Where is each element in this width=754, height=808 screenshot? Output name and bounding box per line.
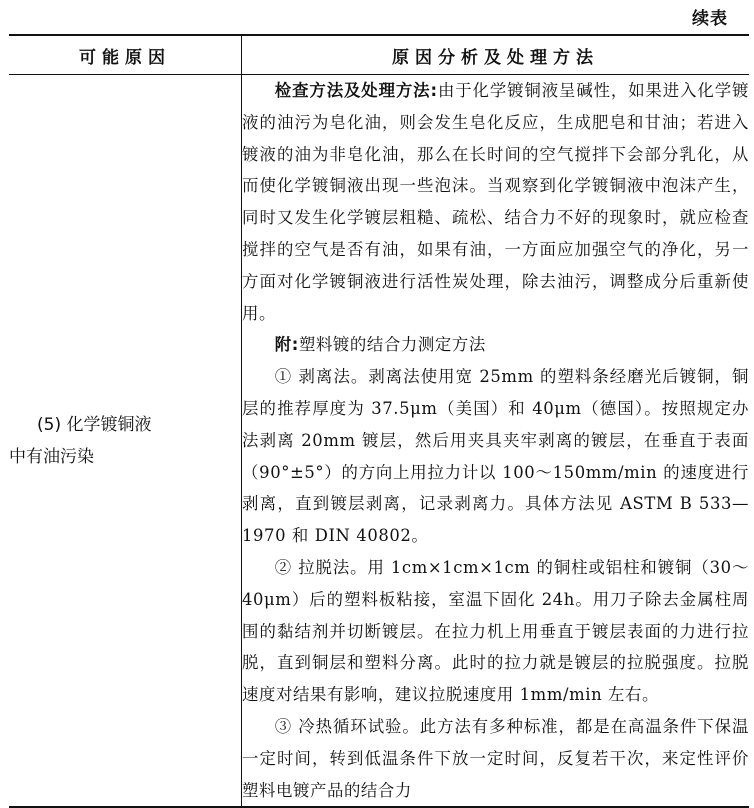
appendix-paragraph — [242, 329, 749, 361]
header-analysis: 原因分析及处理方法 — [242, 35, 750, 75]
check-text: 由于化学镀铜液呈碱性，如果进入化学镀液的油污为皂化油，则会发生皂化反应，生成肥皂和甘油；若进入镀液的油为非皂化油，那么在长时间的空气搅拌下会部分乳化，从而使化学镀铜液出现一些泡沫。当观察到化学镀铜液中泡沫产生，同时又发生化学镀层粗糙、疏松、结合力不好的现象时，就应检查搅拌的空气是否有油，如果有油，一方面应加强空气的净化，另一方面对化学镀铜液进行活性炭处理，除去油污，调整成分后重新使用。 — [242, 81, 749, 323]
cause-line-2: 中有油污染 — [9, 446, 94, 467]
cause-cell — [9, 75, 242, 808]
analysis-cell — [242, 75, 750, 808]
cause-analysis-table — [9, 34, 749, 808]
check-paragraph — [242, 75, 749, 329]
header-cause: 可能原因 — [9, 35, 242, 75]
check-label: 检查方法及处理方法: — [274, 81, 438, 100]
appendix-label: 附: — [274, 335, 299, 355]
table-header-row — [9, 35, 749, 75]
method-peel-paragraph: ① 剥离法。剥离法使用宽 25mm 的塑料条经磨光后镀铜，铜层的推荐厚度为 37.5μm（美国）和 40μm（德国）。按照规定办法剥离 20mm 镀层，然后用夹具夹牢剥离的镀层，在垂直于表面（90°±5°）的方向上用拉力计以 100～150mm/min 的速度进行剥离，直到镀层剥离，记录剥离力。具体方法见 ASTM B 533—1970 和 DIN 40802。 — [242, 367, 749, 546]
cause-line-1: (5) 化学镀铜液 — [37, 414, 152, 435]
appendix-title: 塑料镀的结合力测定方法 — [298, 335, 486, 355]
table-row — [9, 75, 749, 808]
method-thermal-cycle-paragraph: ③ 冷热循环试验。此方法有多种标准，都是在高温条件下保温一定时间，转到低温条件下放一定时间，反复若干次，来定性评价塑料电镀产品的结合力 — [242, 716, 749, 800]
continued-label: 续表 — [692, 9, 728, 29]
method-pulloff-paragraph: ② 拉脱法。用 1cm×1cm×1cm 的铜柱或铝柱和镀铜（30～40μm）后的塑料板粘接，室温下固化 24h。用刀子除去金属柱周围的黏结剂并切断镀层。在拉力机上用垂直于镀层表面的力进行拉脱，直到铜层和塑料分离。此时的拉力就是镀层的拉脱强度。拉脱速度对结果有影响，建议拉脱速度用 1mm/min 左右。 — [242, 557, 749, 705]
